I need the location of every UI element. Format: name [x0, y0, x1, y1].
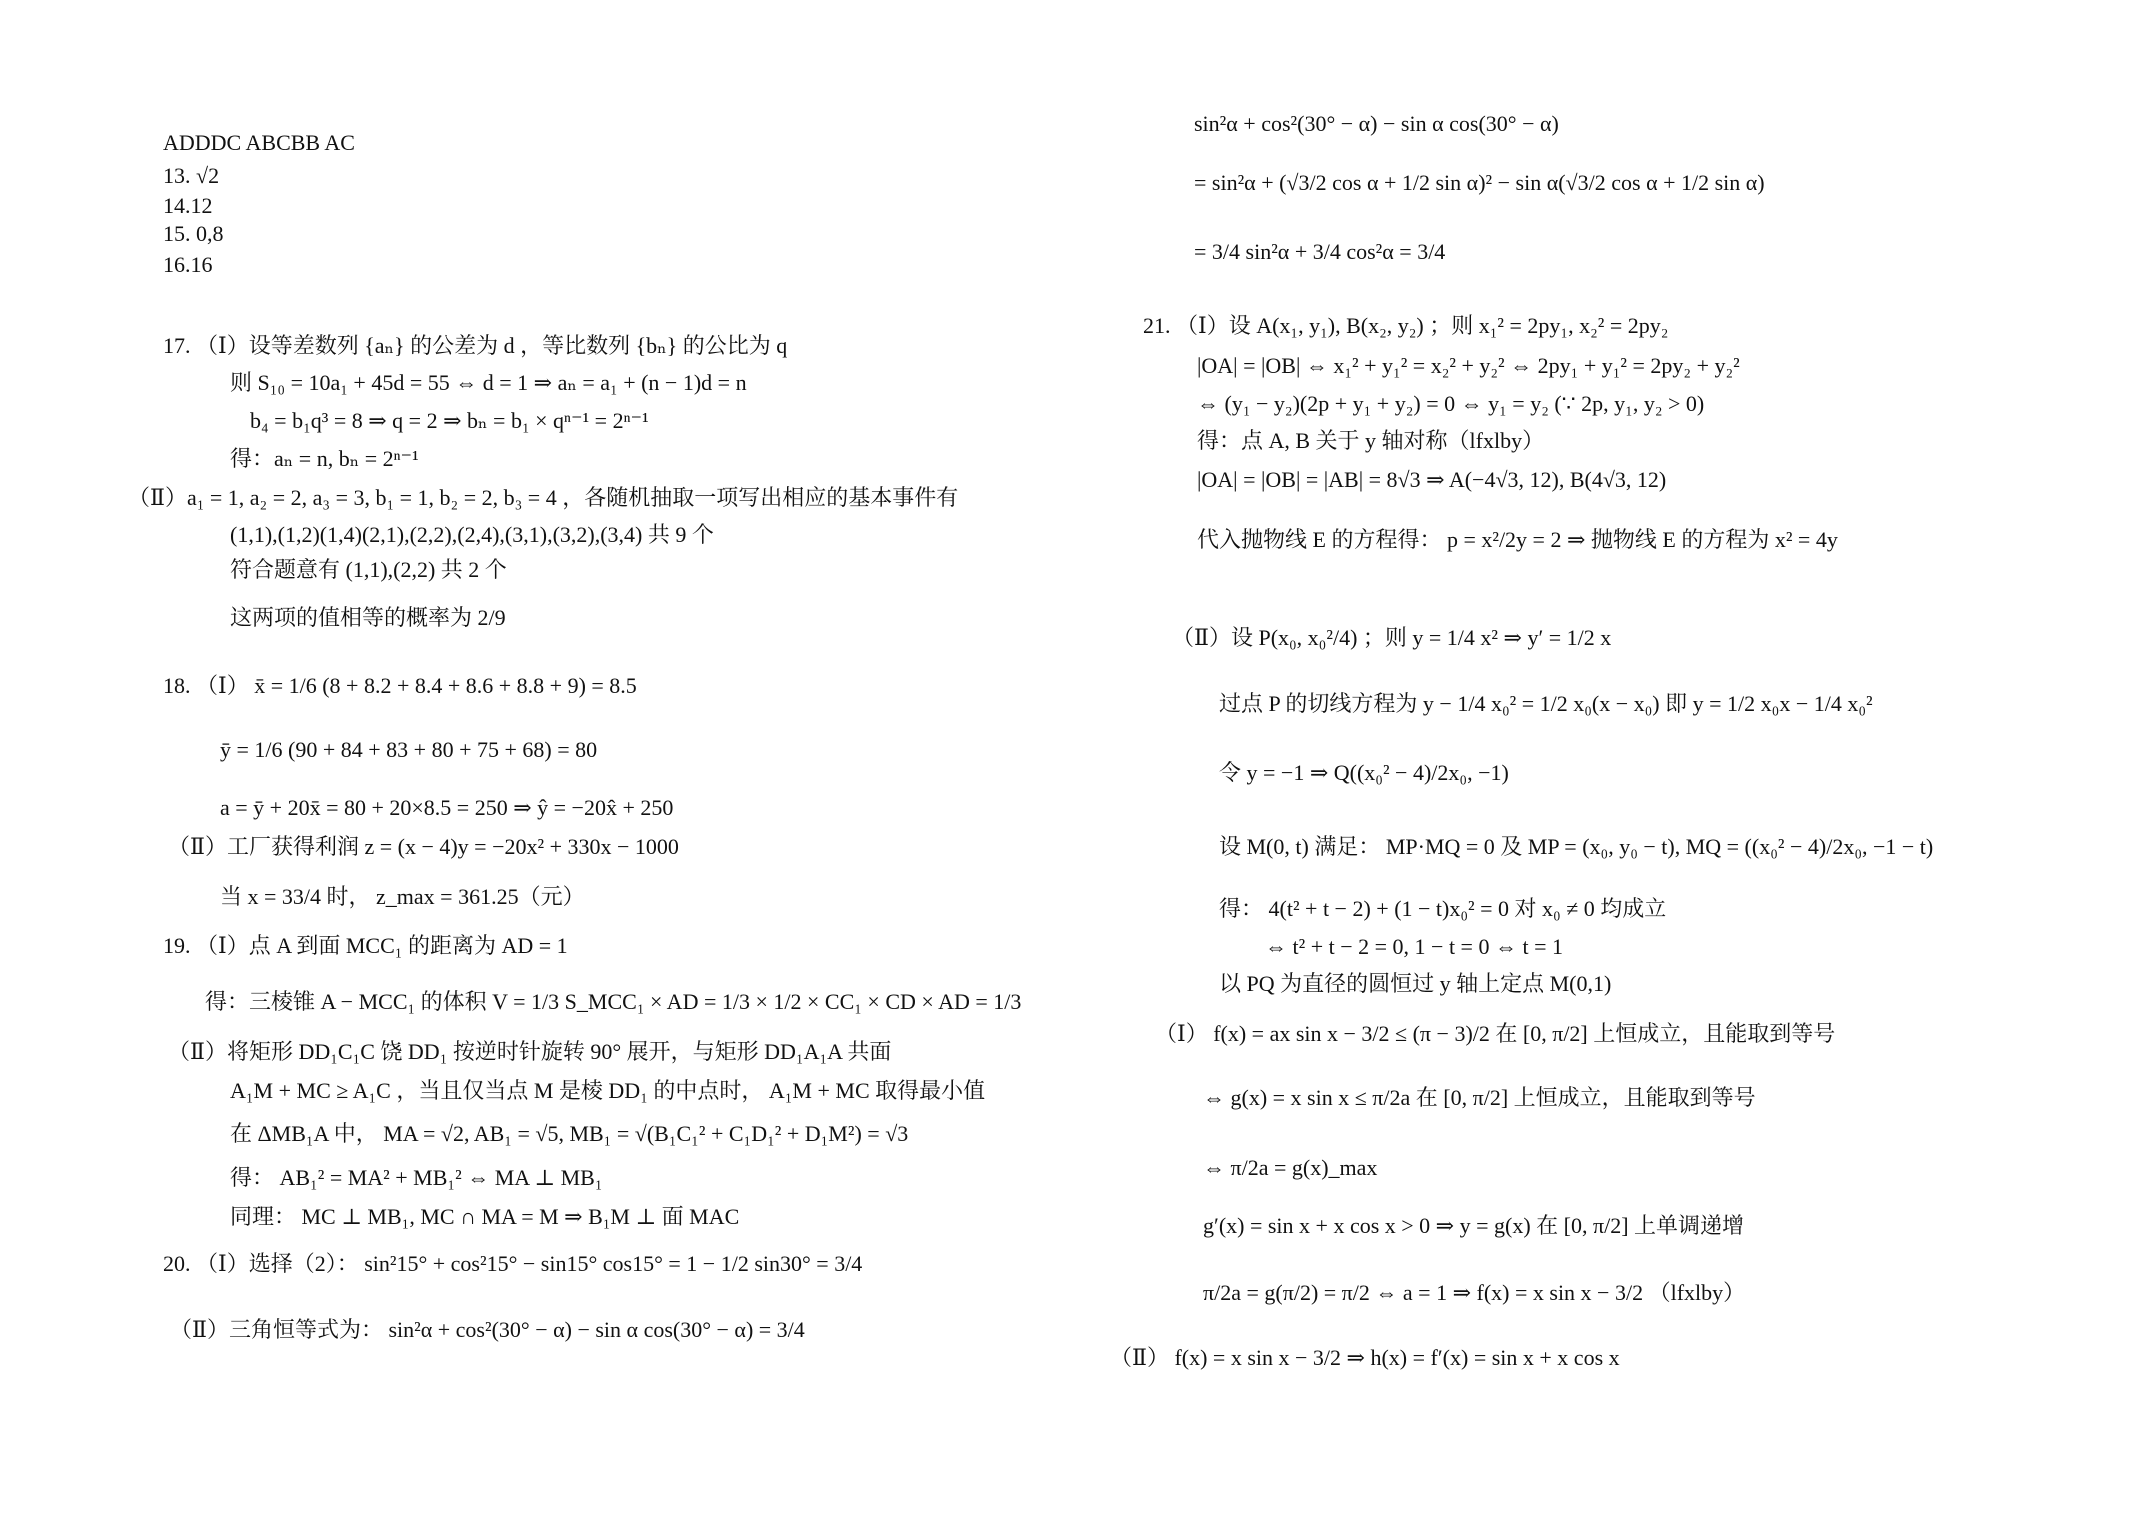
left-line-23: 得： AB₁² = MA² + MB₁² ⇔ MA ⊥ MB₁ — [230, 1165, 603, 1190]
right-line-14: ⇔ t² + t − 2 = 0, 1 − t = 0 ⇔ t = 1 — [1265, 934, 1563, 959]
right-line-18: ⇔ π/2a = g(x)_max — [1203, 1155, 1378, 1180]
left-line-18: 19. （Ⅰ）点 A 到面 MCC₁ 的距离为 AD = 1 — [163, 933, 568, 958]
right-line-12: 设 M(0, t) 满足： MP·MQ = 0 及 MP = (x₀, y₀ − t), MQ = ((x₀² − 4)/2x₀, −1 − t) — [1219, 834, 1934, 859]
left-line-24: 同理： MC ⊥ MB₁, MC ∩ MA = M ⇒ B₁M ⊥ 面 MAC — [230, 1204, 740, 1229]
left-line-13: 18. （Ⅰ） x̄ = 1/6 (8 + 8.2 + 8.4 + 8.6 + 8.8 + 9) = 8.5 — [163, 673, 637, 698]
right-line-17: ⇔ g(x) = x sin x ≤ π/2a 在 [0, π/2] 上恒成立，且能取到等号 — [1203, 1085, 1756, 1110]
left-line-7: b₄ = b₁q³ = 8 ⇒ q = 2 ⇒ bₙ = b₁ × qⁿ⁻¹ = 2ⁿ⁻¹ — [250, 408, 649, 433]
left-line-19: 得：三棱锥 A − MCC₁ 的体积 V = 1/3 S_MCC₁ × AD = 1/3 × 1/2 × CC₁ × CD × AD = 1/3 — [205, 989, 1022, 1014]
right-line-4: |OA| = |OB| ⇔ x₁² + y₁² = x₂² + y₂² ⇔ 2py₁ + y₁² = 2py₂ + y₂² — [1197, 353, 1740, 378]
left-line-12: 这两项的值相等的概率为 2/9 — [230, 605, 506, 630]
right-line-6: 得：点 A, B 关于 y 轴对称（lfxlby） — [1197, 428, 1545, 453]
left-line-3: 15. 0,8 — [163, 221, 224, 246]
right-line-0: sin²α + cos²(30° − α) − sin α cos(30° − α) — [1194, 111, 1559, 136]
right-line-10: 过点 P 的切线方程为 y − 1/4 x₀² = 1/2 x₀(x − x₀) 即 y = 1/2 x₀x − 1/4 x₀² — [1219, 691, 1873, 716]
left-line-14: ȳ = 1/6 (90 + 84 + 83 + 80 + 75 + 68) = 80 — [220, 737, 598, 762]
left-line-22: 在 ΔMB₁A 中， MA = √2, AB₁ = √5, MB₁ = √(B₁C₁² + C₁D₁² + D₁M²) = √3 — [230, 1121, 909, 1146]
right-line-7: |OA| = |OB| = |AB| = 8√3 ⇒ A(−4√3, 12), B(4√3, 12) — [1197, 467, 1667, 492]
right-line-21: （Ⅱ） f(x) = x sin x − 3/2 ⇒ h(x) = f′(x) = sin x + x cos x — [1110, 1345, 1620, 1370]
left-line-20: （Ⅱ）将矩形 DD₁C₁C 饶 DD₁ 按逆时针旋转 90° 展开，与矩形 DD₁A₁A 共面 — [168, 1039, 892, 1064]
right-line-3: 21. （Ⅰ）设 A(x₁, y₁), B(x₂, y₂) ；则 x₁² = 2py₁, x₂² = 2py₂ — [1143, 313, 1669, 338]
right-line-15: 以 PQ 为直径的圆恒过 y 轴上定点 M(0,1) — [1219, 971, 1612, 996]
left-line-17: 当 x = 33/4 时， z_max = 361.25（元） — [220, 884, 585, 909]
left-line-21: A₁M + MC ≥ A₁C ，当且仅当点 M 是棱 DD₁ 的中点时， A₁M + MC 取得最小值 — [230, 1078, 986, 1103]
left-line-25: 20. （Ⅰ）选择（2）： sin²15° + cos²15° − sin15° cos15° = 1 − 1/2 sin30° = 3/4 — [163, 1251, 863, 1276]
right-line-16: （Ⅰ） f(x) = ax sin x − 3/2 ≤ (π − 3)/2 在 [0, π/2] 上恒成立，且能取到等号 — [1155, 1021, 1836, 1046]
left-line-2: 14.12 — [163, 193, 213, 218]
left-line-11: 符合题意有 (1,1),(2,2) 共 2 个 — [230, 557, 507, 582]
right-line-8: 代入抛物线 E 的方程得： p = x²/2y = 2 ⇒ 抛物线 E 的方程为 x² = 4y — [1197, 527, 1838, 552]
left-line-6: 则 S₁₀ = 10a₁ + 45d = 55 ⇔ d = 1 ⇒ aₙ = a₁ + (n − 1)d = n — [230, 370, 747, 395]
right-line-19: g′(x) = sin x + x cos x > 0 ⇒ y = g(x) 在 [0, π/2] 上单调递增 — [1203, 1213, 1745, 1238]
right-line-1: = sin²α + (√3/2 cos α + 1/2 sin α)² − sin α(√3/2 cos α + 1/2 sin α) — [1194, 170, 1765, 195]
right-line-11: 令 y = −1 ⇒ Q((x₀² − 4)/2x₀, −1) — [1219, 760, 1509, 785]
left-line-16: （Ⅱ）工厂获得利润 z = (x − 4)y = −20x² + 330x − 1000 — [168, 834, 679, 859]
left-line-10: (1,1),(1,2)(1,4)(2,1),(2,2),(2,4),(3,1),(3,2),(3,4) 共 9 个 — [230, 522, 714, 547]
right-line-20: π/2a = g(π/2) = π/2 ⇔ a = 1 ⇒ f(x) = x sin x − 3/2 （lfxlby） — [1203, 1280, 1746, 1305]
right-line-5: ⇔ (y₁ − y₂)(2p + y₁ + y₂) = 0 ⇔ y₁ = y₂ (∵ 2p, y₁, y₂ > 0) — [1197, 391, 1705, 416]
right-line-9: （Ⅱ）设 P(x₀, x₀²/4) ；则 y = 1/4 x² ⇒ y′ = 1/2 x — [1172, 625, 1612, 650]
right-line-2: = 3/4 sin²α + 3/4 cos²α = 3/4 — [1194, 239, 1446, 264]
left-line-1: 13. √2 — [163, 163, 220, 188]
right-line-13: 得： 4(t² + t − 2) + (1 − t)x₀² = 0 对 x₀ ≠ 0 均成立 — [1219, 896, 1667, 921]
left-line-8: 得：aₙ = n, bₙ = 2ⁿ⁻¹ — [230, 446, 419, 471]
left-line-5: 17. （Ⅰ）设等差数列 {aₙ} 的公差为 d ，等比数列 {bₙ} 的公比为 q — [163, 333, 788, 358]
left-line-4: 16.16 — [163, 252, 213, 277]
left-line-26: （Ⅱ）三角恒等式为： sin²α + cos²(30° − α) − sin α cos(30° − α) = 3/4 — [170, 1317, 805, 1342]
left-line-9: （Ⅱ）a₁ = 1, a₂ = 2, a₃ = 3, b₁ = 1, b₂ = 2, b₃ = 4 ，各随机抽取一项写出相应的基本事件有 — [128, 485, 959, 510]
left-line-0: ADDDC ABCBB AC — [163, 130, 355, 155]
left-line-15: a = ȳ + 20x̄ = 80 + 20×8.5 = 250 ⇒ ŷ = −20x̂ + 250 — [220, 795, 674, 820]
